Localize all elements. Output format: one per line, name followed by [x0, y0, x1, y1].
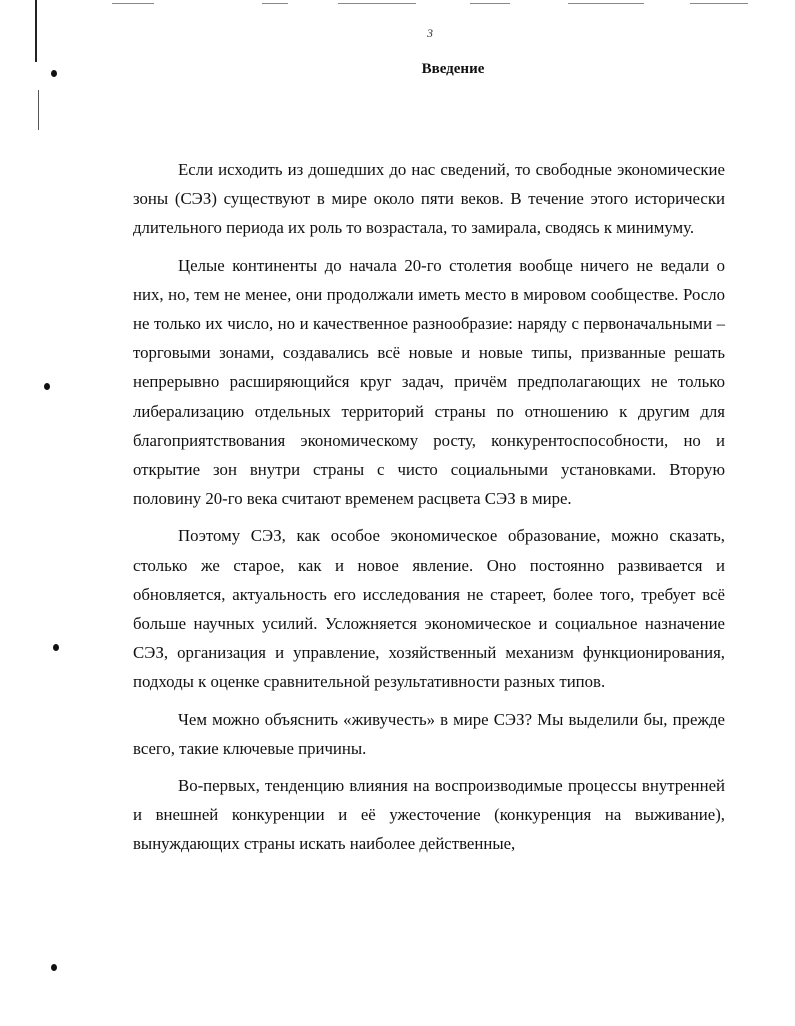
scan-top-mark [470, 3, 510, 4]
scan-top-mark [568, 3, 644, 4]
body-text [133, 155, 725, 867]
paragraph: Во-первых, тенденцию влияния на воспроизводимые процессы внутренней и внешней конкуренции и её ужесточение (конкуренция на выживание), вынуждающих страны искать наиболее действенные, [133, 776, 725, 854]
scan-top-mark [338, 3, 416, 4]
page-number: 3 [427, 26, 433, 40]
scan-top-mark [112, 3, 154, 4]
punch-hole-mark [44, 383, 50, 390]
paragraph: Целые континенты до начала 20-го столетия вообще ничего не ведали о них, но, тем не менее, они продолжали иметь место в мировом сообществе. Росло не только их число, но и качественное разнообразие: наряду с первоначальными – торговыми зонами, создавались всё новые и новые типы, призванные решать непрерывно расширяющийся круг задач, причём предполагающих не только либерализацию отдельных территорий страны по отношению к другим для благоприятствования экономическому росту, конкурентоспособности, но и открытие зон внутри страны с чисто социальными установками. Вторую половину 20-го века считают временем расцвета СЭЗ в мире. [133, 255, 725, 509]
scan-edge-line [38, 90, 39, 130]
punch-hole-mark [53, 644, 59, 651]
page-title: Введение [421, 61, 485, 77]
scan-top-mark [262, 3, 288, 4]
paragraph: Чем можно объяснить «живучесть» в мире СЭЗ? Мы выделили бы, прежде всего, такие ключевые причины. [133, 709, 725, 758]
paragraph: Если исходить из дошедших до нас сведений, то свободные экономические зоны (СЭЗ) существуют в мире около пяти веков. В течение этого исторически длительного периода их роль то возрастала, то замирала, сводясь к минимуму. [133, 160, 725, 238]
punch-hole-mark [51, 964, 57, 971]
scan-top-mark [690, 3, 748, 4]
paragraph: Поэтому СЭЗ, как особое экономическое образование, можно сказать, столько же старое, как и новое явление. Оно постоянно развивается и обновляется, актуальность его исследования не стареет, более того, требует всё больше научных усилий. Усложняется экономическое и социальное назначение СЭЗ, организация и управление, хозяйственный механизм функционирования, подходы к оценке сравнительной результативности разных типов. [133, 526, 725, 692]
